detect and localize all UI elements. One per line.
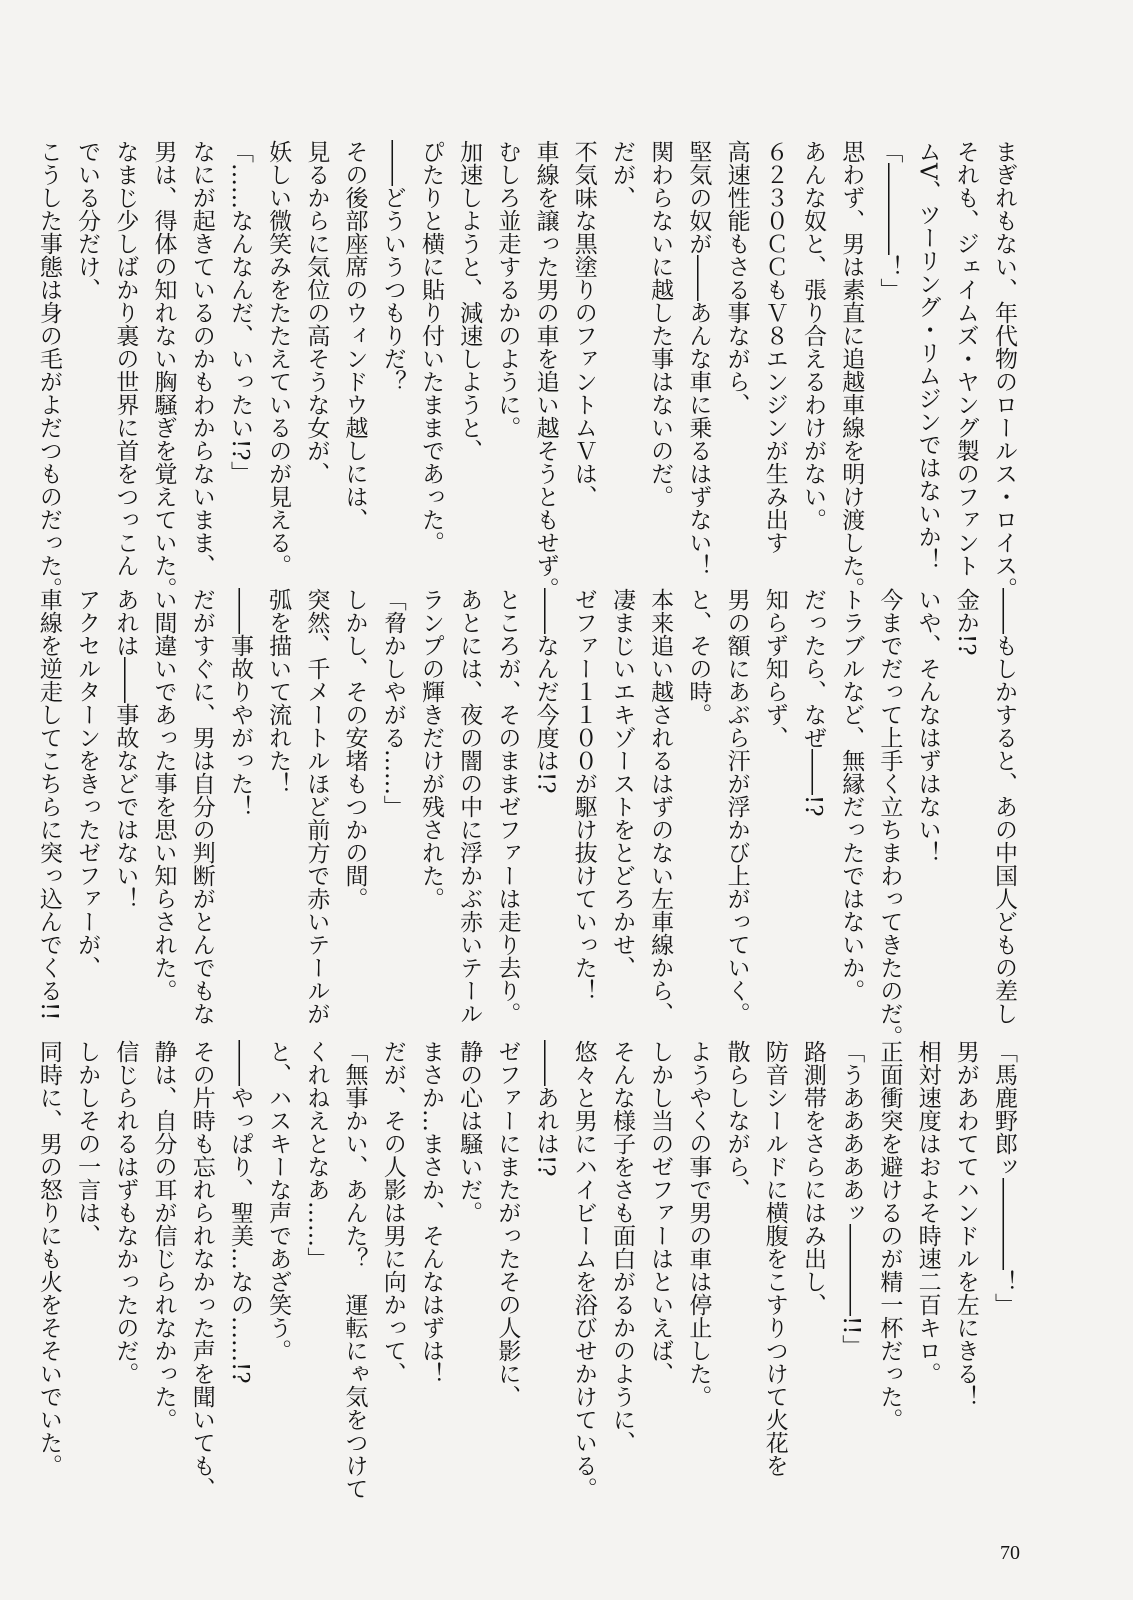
text-line: 散らしながら、 <box>723 1040 750 1201</box>
text-line: ６２３０ＣＣもＶ８エンジンが生み出す <box>761 140 788 554</box>
text-line: それも、ジェイムズ・ヤング製のファント <box>952 140 979 577</box>
text-line: 今までだって上手く立ちまわってきたのだ。 <box>876 588 903 1048</box>
text-line: ――やっぱり、聖美…なの……!? <box>226 1040 253 1384</box>
text-line: 不気味な黒塗りのファントムＶは、 <box>570 140 597 508</box>
text-line: 正面衝突を避けるのが精一杯だった。 <box>876 1040 903 1431</box>
text-line: アクセルターンをきったゼファーが、 <box>74 588 101 979</box>
page-number: 70 <box>1000 1542 1020 1564</box>
text-line: 突然、千メートルほど前方で赤いテールが <box>303 588 330 1025</box>
text-line: ぴたりと横に貼り付いたままであった。 <box>417 140 444 554</box>
text-line: 車線を逆走してこちらに突っ込んでくる!! <box>35 588 62 1021</box>
text-line: ゼファーにまたがったその人影に、 <box>494 1040 521 1408</box>
text-line: 車線を譲った男の車を追い越そうともせず。 <box>532 140 559 600</box>
text-line: なにが起きているのかもわからないまま、 <box>188 140 215 577</box>
text-line: 相対速度はおよそ時速二百キロ。 <box>914 1040 941 1385</box>
text-line: そんな様子をさも面白がるかのように、 <box>608 1040 635 1454</box>
text-line: だが、 <box>608 140 635 209</box>
text-line: 「馬鹿野郎ッ――――！」 <box>991 1040 1017 1316</box>
text-line: トラブルなど、無縁だったではないか。 <box>838 588 865 1002</box>
text-line: 加速しようと、減速しようと、 <box>456 140 483 462</box>
text-line: 路測帯をさらにはみ出し、 <box>799 1040 826 1316</box>
text-line: ランプの輝きだけが残された。 <box>417 588 444 910</box>
text-line: 男があわててハンドルを左にきる！ <box>952 1040 979 1408</box>
text-block-bottom <box>35 1040 1023 1500</box>
text-line: と、ハスキーな声であざ笑う。 <box>265 1040 292 1362</box>
text-line: 「うあああああッ――――!!」 <box>838 1040 865 1358</box>
text-line: 男は、得体の知れない胸騒ぎを覚えていた。 <box>150 140 177 600</box>
text-line: 「――――！」 <box>876 140 903 301</box>
text-line: 本来追い越されるはずのない左車線から、 <box>647 588 674 1025</box>
text-line: あとには、夜の闇の中に浮かぶ赤いテール <box>456 588 483 1025</box>
text-line: 高速性能もさる事ながら、 <box>723 140 750 416</box>
text-line: ――事故りやがった！ <box>226 588 253 818</box>
text-line: 「……なんなんだ、いったい!?」 <box>226 140 253 484</box>
text-line: だがすぐに、男は自分の判断がとんでもな <box>188 588 215 1025</box>
text-line: 悠々と男にハイビームを浴びせかけている。 <box>570 1040 597 1500</box>
text-line: ――もしかすると、あの中国人どもの差し <box>991 588 1017 1025</box>
text-line: むしろ並走するかのように。 <box>494 140 521 439</box>
text-line: 信じられるはずもなかったのだ。 <box>112 1040 139 1385</box>
text-line: なまじ少しばかり裏の世界に首をつっこん <box>112 140 139 577</box>
text-line: だったら、なぜ――!? <box>799 588 826 817</box>
text-line: 静は、自分の耳が信じられなかった。 <box>150 1040 177 1431</box>
text-line: 金か!? <box>952 588 979 656</box>
text-line: ムV、ツーリング・リムジンではないか！ <box>914 140 941 571</box>
text-line: 弧を描いて流れた！ <box>265 588 292 795</box>
text-line: でいる分だけ、 <box>74 140 101 301</box>
text-line: しかしその一言は、 <box>74 1040 101 1247</box>
text-line: 関わらないに越した事はないのだ。 <box>647 140 674 508</box>
text-line: 静の心は騒いだ。 <box>456 1040 483 1224</box>
text-line: 男の額にあぶら汗が浮かび上がっていく。 <box>723 588 750 1025</box>
text-line: しかし当のゼファーはといえば、 <box>647 1040 674 1385</box>
text-line: ところが、そのままゼファーは走り去り。 <box>494 588 521 1025</box>
text-line: こうした事態は身の毛がよだつものだった。 <box>35 140 62 600</box>
text-line: ――どういうつもりだ？ <box>379 140 406 393</box>
text-line: ――なんだ今度は!? <box>532 588 559 794</box>
text-line: いや、そんなはずはない！ <box>914 588 941 864</box>
text-line: 「無事かい、あんた？ 運転にゃ気をつけて <box>341 1040 368 1500</box>
text-block-middle <box>35 588 1023 1048</box>
text-line: 妖しい微笑みをたたえているのが見える。 <box>265 140 292 577</box>
text-line: い間違いであった事を思い知らされた。 <box>150 588 177 1002</box>
text-line: 凄まじいエキゾーストをとどろかせ、 <box>608 588 635 979</box>
text-line: 同時に、男の怒りにも火をそそいでいた。 <box>35 1040 62 1477</box>
text-line: まさか…まさか、そんなはずは！ <box>417 1040 444 1385</box>
text-line: まぎれもない、年代物のロールス・ロイス。 <box>991 140 1017 600</box>
text-line: ――あれは!? <box>532 1040 559 1177</box>
text-line: だが、その人影は男に向かって、 <box>379 1040 406 1385</box>
text-line: と、その時。 <box>685 588 712 726</box>
text-line: その片時も忘れられなかった声を聞いても、 <box>188 1040 215 1500</box>
text-line: 思わず、男は素直に追越車線を明け渡した。 <box>838 140 865 600</box>
text-line: ようやくの事で男の車は停止した。 <box>685 1040 712 1408</box>
text-block-top <box>35 140 1023 600</box>
text-line: くれねえとなあ……」 <box>303 1040 330 1270</box>
text-line: その後部座席のウィンドウ越しには、 <box>341 140 368 531</box>
text-line: あれは――事故などではない！ <box>112 588 139 910</box>
text-line: しかし、その安堵もつかの間。 <box>341 588 368 910</box>
text-line: ゼファー１１００が駆け抜けていった！ <box>570 588 597 1002</box>
text-line: 知らず知らず、 <box>761 588 788 749</box>
text-line: 防音シールドに横腹をこすりつけて火花を <box>761 1040 788 1477</box>
text-line: 堅気の奴が――あんな車に乗るはずない！ <box>685 140 712 577</box>
text-line: 「脅かしやがる……」 <box>379 588 406 818</box>
text-line: 見るからに気位の高そうな女が、 <box>303 140 330 485</box>
text-line: あんな奴と、張り合えるわけがない。 <box>799 140 826 531</box>
